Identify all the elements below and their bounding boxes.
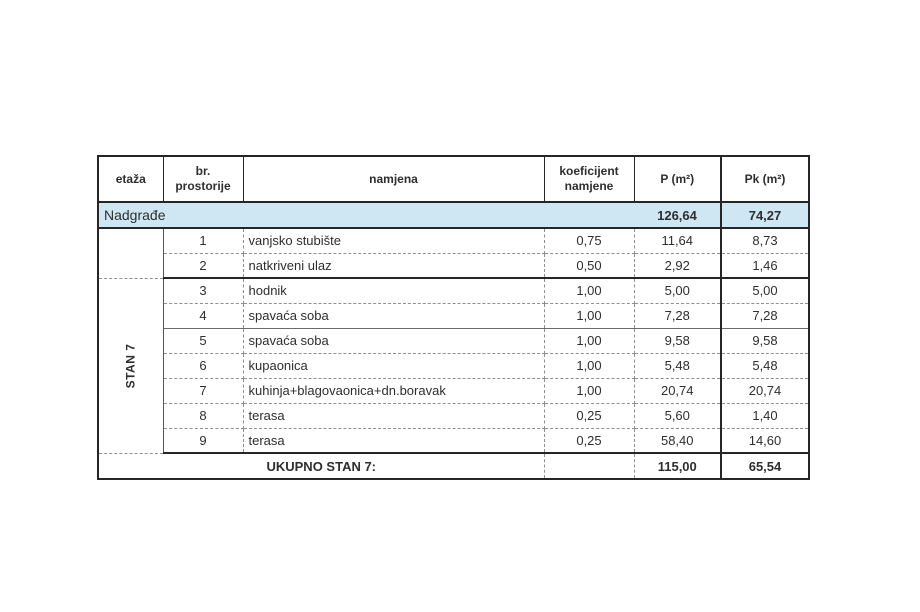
room-name: kuhinja+blagovaonica+dn.boravak bbox=[243, 378, 544, 403]
room-row bbox=[98, 253, 809, 278]
document-sheet bbox=[97, 155, 810, 480]
room-row bbox=[98, 303, 809, 328]
room-p: 20,74 bbox=[634, 378, 721, 403]
nadgradje-subtotal-row bbox=[98, 202, 809, 228]
room-name: terasa bbox=[243, 403, 544, 428]
room-name: spavaća soba bbox=[243, 328, 544, 353]
room-name: terasa bbox=[243, 428, 544, 453]
room-koef: 0,25 bbox=[544, 403, 634, 428]
total-row bbox=[98, 453, 809, 479]
room-p: 2,92 bbox=[634, 253, 721, 278]
column-header-etaza: etaža bbox=[98, 156, 163, 202]
room-p: 58,40 bbox=[634, 428, 721, 453]
room-row bbox=[98, 428, 809, 453]
room-pk: 8,73 bbox=[721, 228, 809, 253]
nadgradje-koef-cell bbox=[544, 202, 634, 228]
stan7-label: STAN 7 bbox=[123, 343, 138, 389]
room-name: natkriveni ulaz bbox=[243, 253, 544, 278]
room-pk: 1,40 bbox=[721, 403, 809, 428]
room-name: hodnik bbox=[243, 278, 544, 303]
column-header-p: P (m²) bbox=[634, 156, 721, 202]
room-koef: 1,00 bbox=[544, 378, 634, 403]
room-pk: 9,58 bbox=[721, 328, 809, 353]
room-koef: 1,00 bbox=[544, 353, 634, 378]
room-koef: 0,25 bbox=[544, 428, 634, 453]
room-row bbox=[98, 328, 809, 353]
room-pk: 7,28 bbox=[721, 303, 809, 328]
room-row bbox=[98, 353, 809, 378]
nadgradje-pk-value: 74,27 bbox=[721, 202, 809, 228]
area-table bbox=[97, 155, 810, 480]
room-name: spavaća soba bbox=[243, 303, 544, 328]
etaza-empty-cell bbox=[98, 228, 163, 278]
room-pk: 5,48 bbox=[721, 353, 809, 378]
room-koef: 1,00 bbox=[544, 328, 634, 353]
room-name: vanjsko stubište bbox=[243, 228, 544, 253]
total-koef-cell bbox=[544, 453, 634, 479]
column-header-br-prostorije: br. prostorije bbox=[163, 156, 243, 202]
room-name: kupaonica bbox=[243, 353, 544, 378]
nadgradje-p-value: 126,64 bbox=[634, 202, 721, 228]
room-p: 11,64 bbox=[634, 228, 721, 253]
room-koef: 0,50 bbox=[544, 253, 634, 278]
room-number: 4 bbox=[163, 303, 243, 328]
room-row bbox=[98, 403, 809, 428]
room-number: 7 bbox=[163, 378, 243, 403]
nadgradje-label: Nadgrađe bbox=[98, 202, 544, 228]
room-number: 3 bbox=[163, 278, 243, 303]
room-number: 2 bbox=[163, 253, 243, 278]
room-p: 5,60 bbox=[634, 403, 721, 428]
room-p: 5,48 bbox=[634, 353, 721, 378]
room-row bbox=[98, 278, 809, 303]
room-row bbox=[98, 378, 809, 403]
room-pk: 5,00 bbox=[721, 278, 809, 303]
stan7-floor-cell bbox=[98, 278, 163, 453]
column-header-pk: Pk (m²) bbox=[721, 156, 809, 202]
room-koef: 1,00 bbox=[544, 303, 634, 328]
header-row bbox=[98, 156, 809, 202]
room-number: 5 bbox=[163, 328, 243, 353]
room-number: 6 bbox=[163, 353, 243, 378]
total-label: UKUPNO STAN 7: bbox=[98, 453, 544, 479]
room-p: 7,28 bbox=[634, 303, 721, 328]
room-number: 1 bbox=[163, 228, 243, 253]
column-header-namjena: namjena bbox=[243, 156, 544, 202]
total-p-value: 115,00 bbox=[634, 453, 721, 479]
room-pk: 1,46 bbox=[721, 253, 809, 278]
column-header-koeficijent: koeficijent namjene bbox=[544, 156, 634, 202]
total-pk-value: 65,54 bbox=[748, 458, 782, 474]
room-number: 9 bbox=[163, 428, 243, 453]
room-pk: 20,74 bbox=[721, 378, 809, 403]
room-p: 5,00 bbox=[634, 278, 721, 303]
room-koef: 0,75 bbox=[544, 228, 634, 253]
room-row bbox=[98, 228, 809, 253]
room-koef: 1,00 bbox=[544, 278, 634, 303]
room-number: 8 bbox=[163, 403, 243, 428]
room-p: 9,58 bbox=[634, 328, 721, 353]
room-pk: 14,60 bbox=[721, 428, 809, 453]
